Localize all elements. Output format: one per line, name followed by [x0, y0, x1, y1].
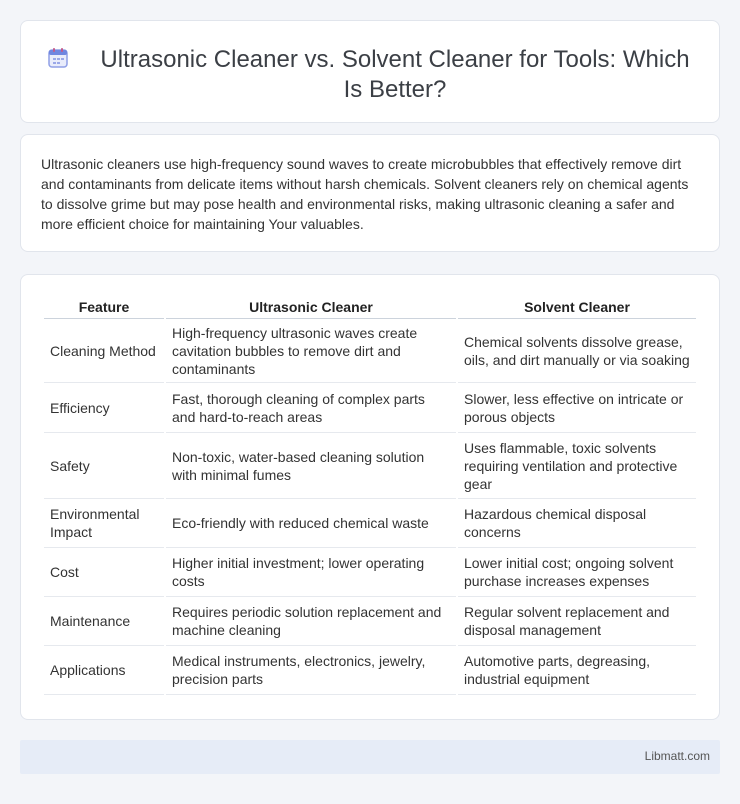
table-row: [44, 319, 696, 383]
comparison-card: [20, 274, 720, 720]
cell-ultrasonic: Eco-friendly with reduced chemical waste: [166, 499, 456, 548]
page-title: Ultrasonic Cleaner vs. Solvent Cleaner for Tools: Which Is Better?: [100, 46, 690, 103]
cell-ultrasonic: High-frequency ultrasonic waves create cavitation bubbles to remove dirt and contaminants: [166, 319, 456, 383]
intro-paragraph: Ultrasonic cleaners use high-frequency sound waves to create microbubbles that effectively remove dirt and contaminants from delicate items without harsh chemicals. Solvent cleaners rely on chemical agents to dissolve grime but may pose health and environmental risks, making ultrasonic cleaning a safer and more efficient choice for maintaining Your valuables.: [41, 156, 689, 232]
table-row: [44, 499, 696, 548]
intro-card: [20, 134, 720, 252]
cell-solvent: Lower initial cost; ongoing solvent purchase increases expenses: [458, 548, 696, 597]
header-solvent: Solvent Cleaner: [458, 295, 696, 319]
header-ultrasonic: Ultrasonic Cleaner: [166, 295, 456, 319]
header-feature: Feature: [44, 295, 164, 319]
cell-feature: Cost: [44, 548, 164, 597]
cell-feature: Cleaning Method: [44, 319, 164, 383]
cell-ultrasonic: Fast, thorough cleaning of complex parts and hard-to-reach areas: [166, 383, 456, 433]
cell-ultrasonic: Higher initial investment; lower operating costs: [166, 548, 456, 597]
cell-ultrasonic: Requires periodic solution replacement and machine cleaning: [166, 597, 456, 646]
table-row: [44, 433, 696, 499]
cell-solvent: Uses flammable, toxic solvents requiring ventilation and protective gear: [458, 433, 696, 499]
title-card: [20, 20, 720, 123]
table-header-row: [44, 295, 696, 319]
cell-solvent: Chemical solvents dissolve grease, oils, and dirt manually or via soaking: [458, 319, 696, 383]
footer-brand-link[interactable]: Libmatt.com: [644, 749, 710, 763]
cell-feature: Applications: [44, 646, 164, 695]
cell-ultrasonic: Non-toxic, water-based cleaning solution with minimal fumes: [166, 433, 456, 499]
comparison-table: [42, 295, 698, 695]
cell-solvent: Automotive parts, degreasing, industrial equipment: [458, 646, 696, 695]
cell-feature: Safety: [44, 433, 164, 499]
cell-solvent: Regular solvent replacement and disposal management: [458, 597, 696, 646]
cell-feature: Maintenance: [44, 597, 164, 646]
table-row: [44, 548, 696, 597]
cell-solvent: Slower, less effective on intricate or porous objects: [458, 383, 696, 433]
cell-feature: Efficiency: [44, 383, 164, 433]
cell-ultrasonic: Medical instruments, electronics, jewelry, precision parts: [166, 646, 456, 695]
table-row: [44, 383, 696, 433]
footer-bar: [20, 740, 720, 774]
table-row: [44, 646, 696, 695]
cell-solvent: Hazardous chemical disposal concerns: [458, 499, 696, 548]
cell-feature: Environmental Impact: [44, 499, 164, 548]
table-row: [44, 597, 696, 646]
